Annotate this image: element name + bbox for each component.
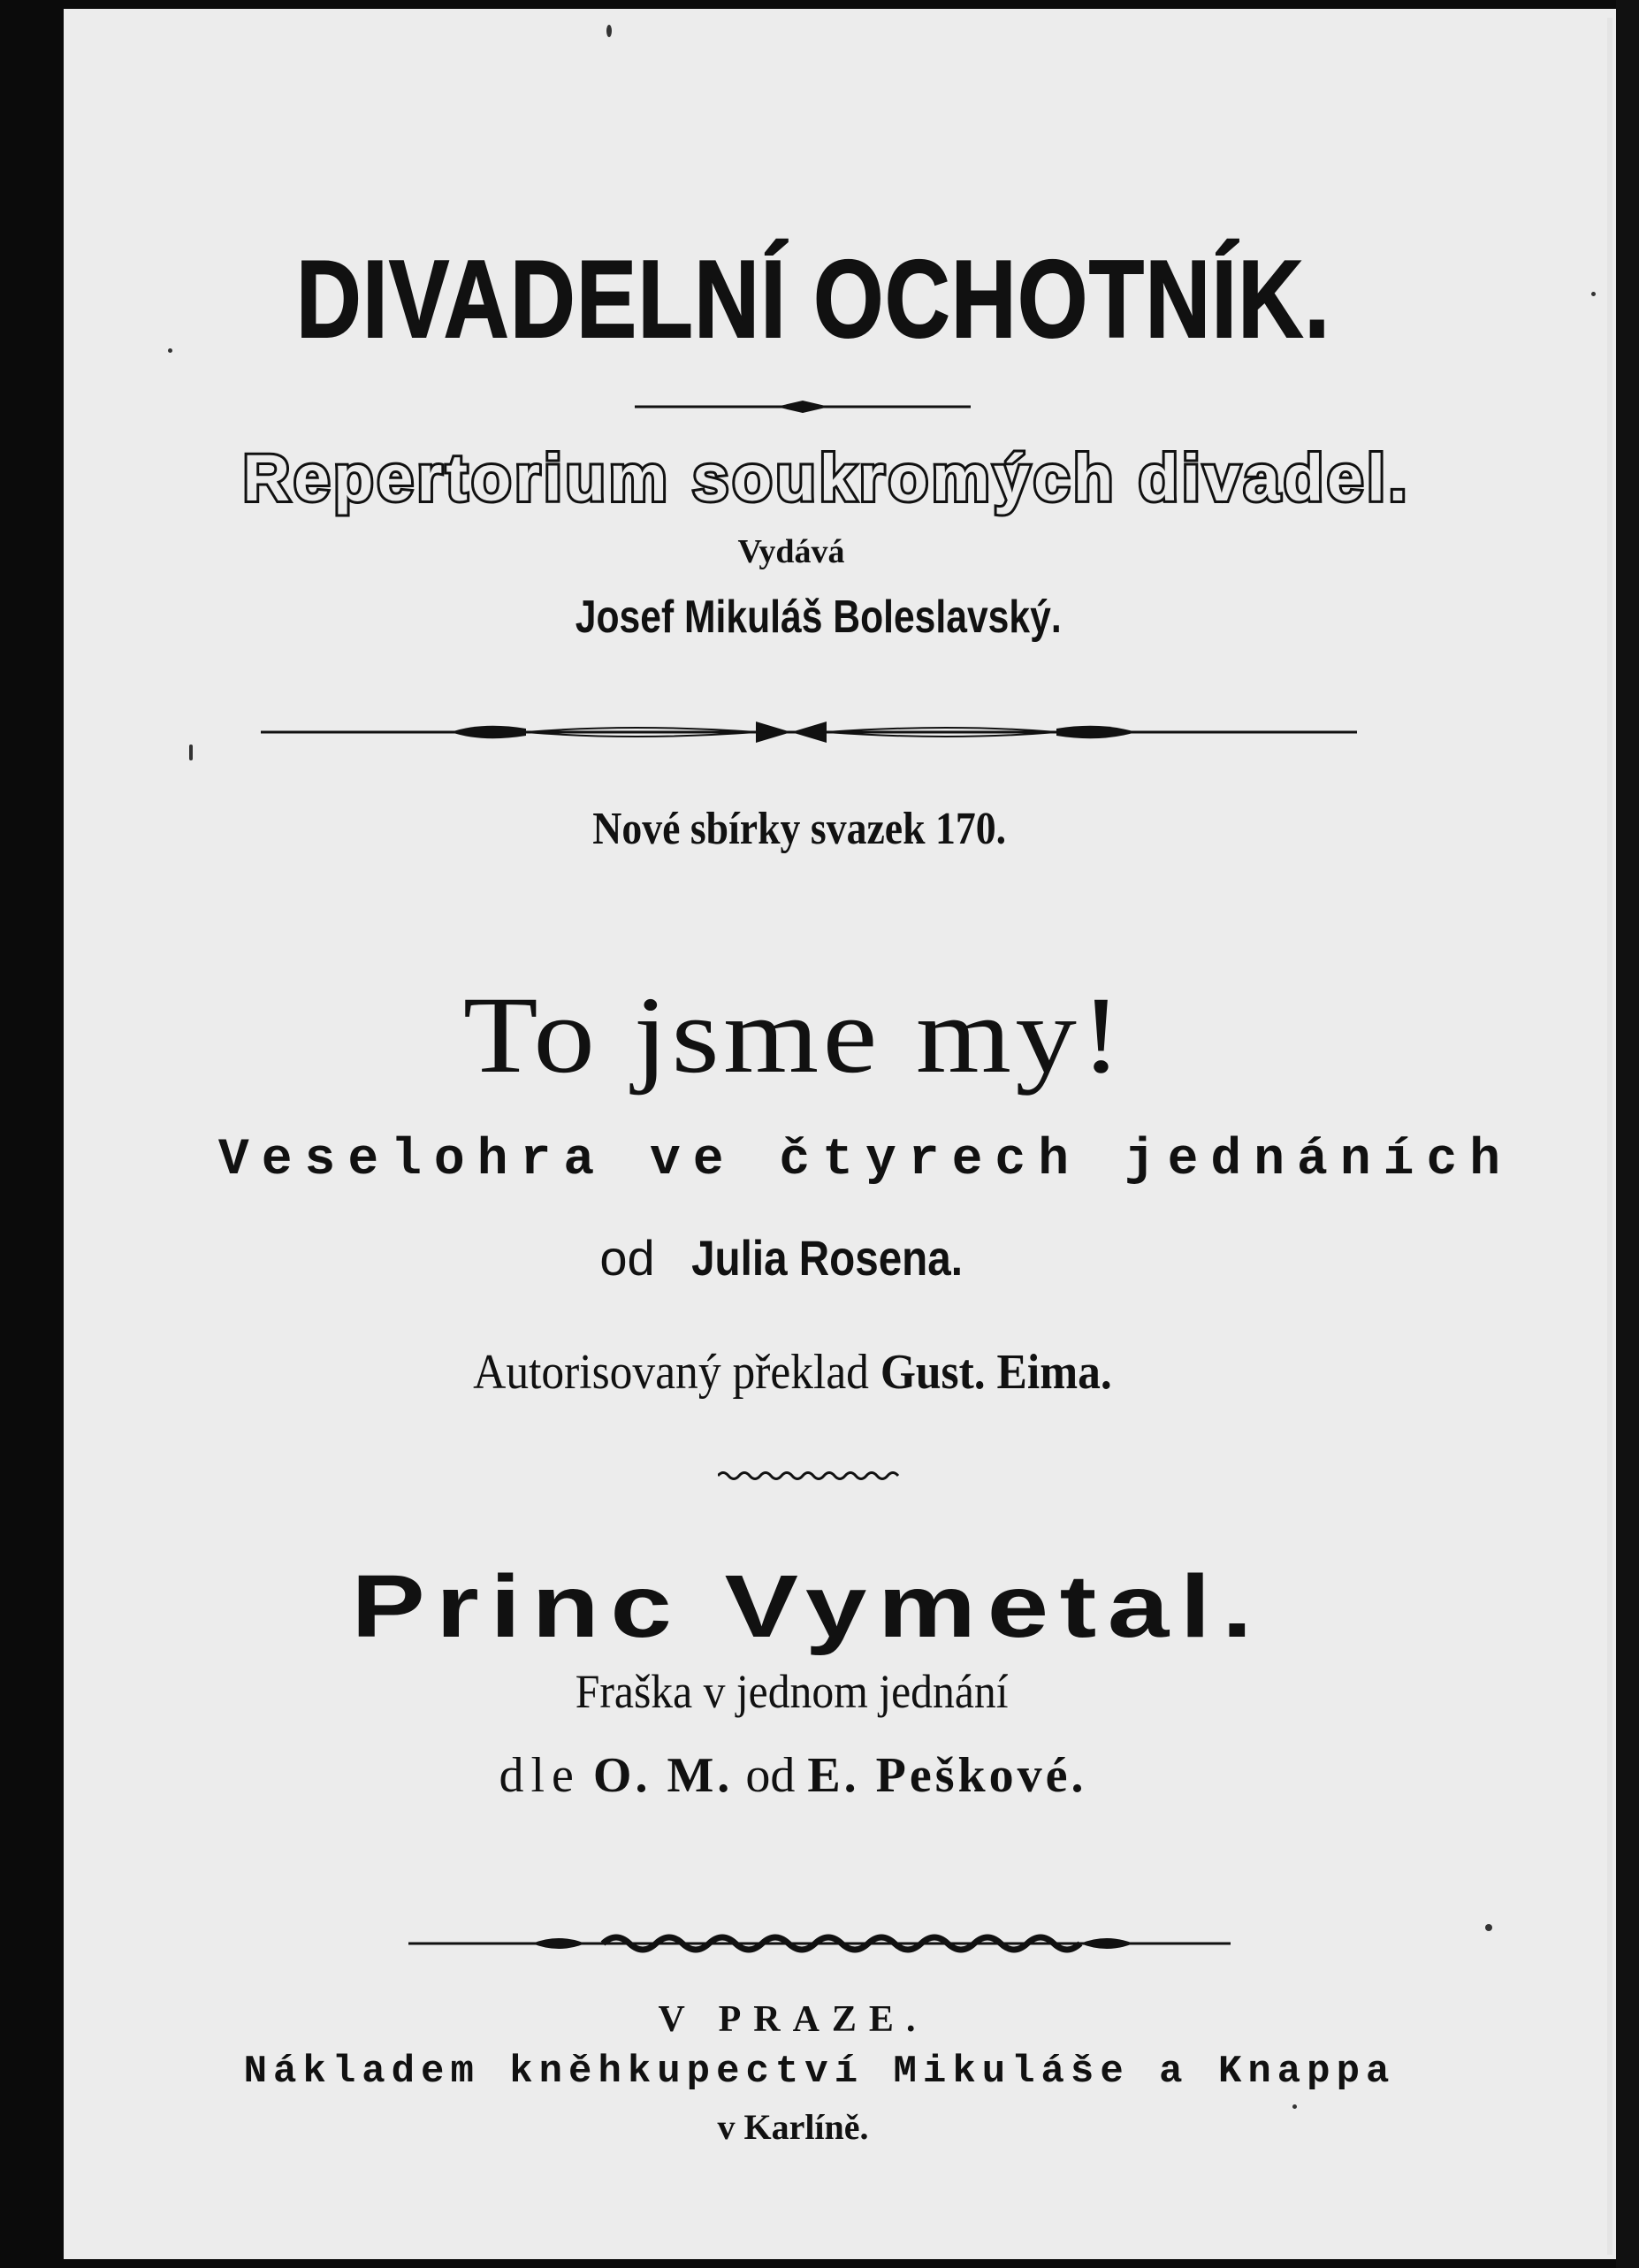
wavy-divider	[718, 1468, 903, 1484]
subtitle: Repertorium soukromých divadel.	[242, 441, 1411, 515]
play2-author-line	[0, 1747, 1612, 1804]
scan-speck	[1485, 1924, 1492, 1931]
publisher-label: Vydává	[737, 533, 845, 570]
imprint-publisher: Nákladem kněhkupectví Mikuláše a Knappa	[243, 2050, 1396, 2094]
play2-author-mid: od	[745, 1748, 796, 1803]
main-title: DIVADELNÍ OCHOTNÍK.	[296, 239, 1331, 361]
translator-name: Gust. Eima.	[880, 1345, 1112, 1400]
play1-title: To jsme my!	[462, 974, 1126, 1096]
imprint-city: V PRAZE.	[658, 1999, 928, 2040]
ornamental-rule-bottom	[408, 1926, 1231, 1961]
play2-title: Princ Vymetal.	[351, 1557, 1264, 1656]
play2-author-initials: O. M.	[592, 1748, 734, 1803]
play1-genre: Veselohra ve čtyrech jednáních	[217, 1132, 1513, 1189]
play2-author: E. Peškové.	[807, 1748, 1087, 1803]
play2-genre: Fraška v jednom jednání	[575, 1665, 1009, 1718]
play1-author: Julia Rosena.	[690, 1230, 963, 1286]
scan-speck	[1292, 2104, 1297, 2109]
play1-author-line	[0, 1229, 1612, 1287]
play1-author-prefix: od	[599, 1230, 655, 1286]
scan-speck	[168, 348, 172, 353]
play2-author-prefix: dle	[499, 1748, 581, 1803]
rule-diamond	[635, 398, 971, 416]
play1-translation-line	[39, 1344, 1547, 1401]
imprint-place: v Karlíně.	[717, 2107, 869, 2147]
scan-speck	[606, 25, 612, 37]
scan-speck	[189, 745, 193, 760]
translation-prefix: Autorisovaný překlad	[473, 1345, 869, 1400]
editor-name: Josef Mikuláš Boleslavský.	[575, 592, 1062, 643]
scan-speck	[1591, 292, 1596, 296]
ornamental-rule-top	[261, 716, 1357, 748]
series-volume: Nové sbírky svazek 170.	[592, 804, 1007, 854]
